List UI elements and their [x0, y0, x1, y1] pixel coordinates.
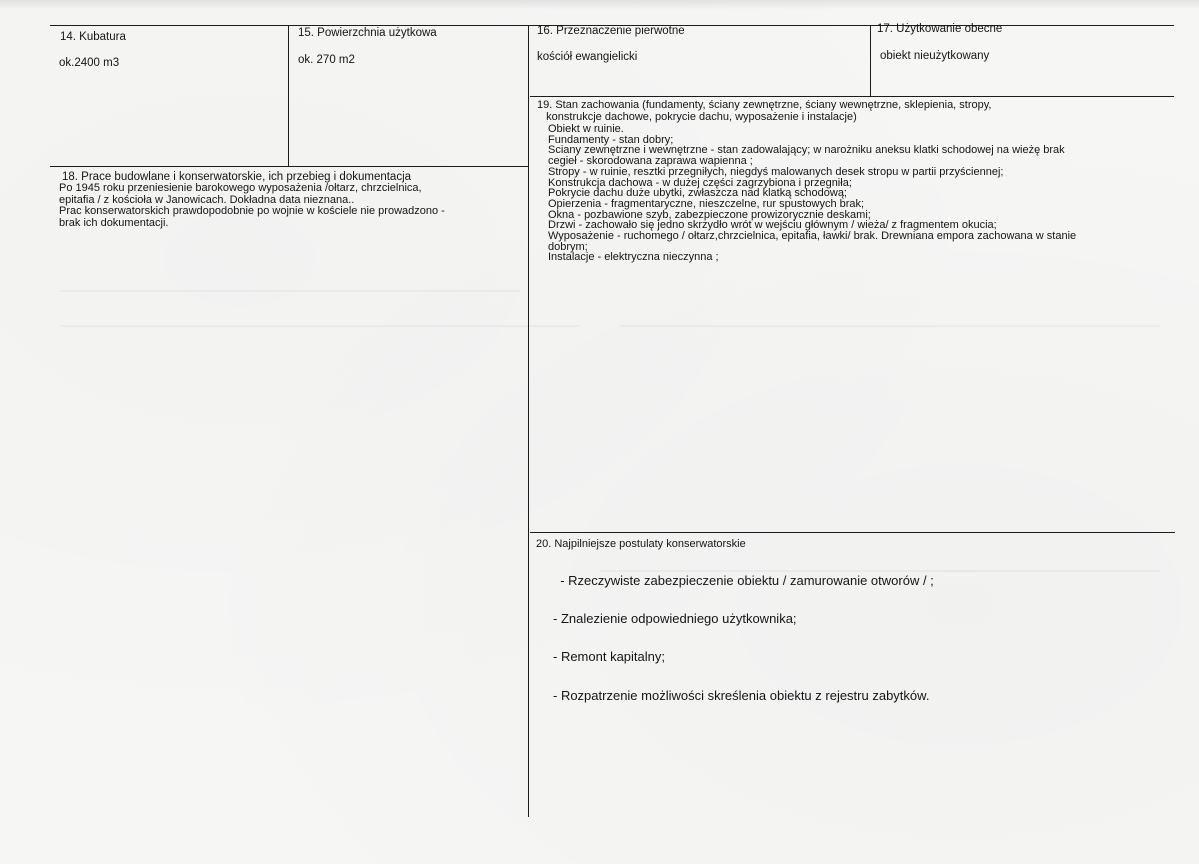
rule-above-19: [530, 96, 1174, 97]
field19-line: cegieł - skorodowana zaprawa wapienna ;: [548, 155, 753, 168]
field20-line: - Remont kapitalny;: [553, 649, 665, 665]
scan-top-shadow: [0, 0, 1199, 10]
field18-line: brak ich dokumentacji.: [59, 216, 169, 229]
ghost-mark: [620, 325, 1160, 327]
field14-value: ok.2400 m3: [59, 57, 120, 69]
field19-label: 19. Stan zachowania (fundamenty, ściany zewnętrzne, ściany wewnętrzne, sklepienia, stropy,: [537, 99, 992, 111]
field19-line: Konstrukcja dachowa - w dużej części zagrzybiona i przegniła;: [548, 176, 852, 189]
field19-label-continued: konstrukcje dachowe, pokrycie dachu, wyposażenie i instalacje): [537, 111, 857, 123]
field15-value: ok. 270 m2: [298, 54, 355, 66]
field19-line: dobrym;: [548, 240, 588, 253]
field18-label: 18. Prace budowlane i konserwatorskie, ich przebieg i dokumentacja: [62, 171, 412, 183]
field16-value: kościół ewangielicki: [537, 51, 638, 63]
field18-line: epitafia / z kościoła w Janowicach. Dokładna data nieznana..: [59, 193, 355, 206]
field18-line: Po 1945 roku przeniesienie barokowego wyposażenia /ołtarz, chrzcielnica,: [59, 182, 422, 194]
field18-line: Prac konserwatorskich prawdopodobnie po wojnie w kościele nie prowadzono -: [59, 205, 445, 217]
ghost-mark: [60, 325, 580, 327]
field17-value: obiekt nieużytkowany: [880, 50, 990, 62]
field19-line: Fundamenty - stan dobry;: [548, 133, 674, 146]
field19-line: Okna - pozbawione szyb, zabezpieczone prowizorycznie deskami;: [548, 208, 871, 221]
field17-label: 17. Użytkowanie obecne: [877, 23, 1003, 35]
field19-line: Pokrycie dachu duże ubytki, zwłaszcza nad klatką schodową;: [548, 187, 847, 200]
field19-line: Instalacje - elektryczna nieczynna ;: [548, 251, 719, 264]
field19-line: Drzwi - zachowało się jedno skrzydło wrót w wejściu głównym / wieża/ z fragmentem okucia;: [548, 219, 997, 232]
field20-line: - Rozpatrzenie możliwości skreślenia obiektu z rejestru zabytków.: [553, 687, 930, 703]
divider-14-15: [288, 25, 289, 166]
field15-label: 15. Powierzchnia użytkowa: [298, 27, 437, 39]
field19-line: Wyposażenie - ruchomego / ołtarz,chrzcielnica, epitafia, ławki/ brak. Drewniana empora zachowana w stanie: [548, 230, 1077, 243]
divider-16-17: [870, 25, 871, 97]
rule-above-18: [50, 166, 528, 167]
field14-label: 14. Kubatura: [60, 31, 126, 43]
rule-above-20: [530, 532, 1175, 533]
field19-body: [548, 124, 1076, 263]
field20-line: - Rzeczywiste zabezpieczenie obiektu / zamurowanie otworów / ;: [553, 573, 934, 588]
field16-label: 16. Przeznaczenie pierwotne: [537, 25, 685, 37]
field20-label: 20. Najpilniejsze postulaty konserwatorskie: [536, 538, 746, 550]
field19-line: Sciany zewnętrzne i wewnętrzne - stan zadowalający; w narożniku aneksu klatki schodowej na wieżę brak: [548, 144, 1065, 157]
main-vertical-divider: [528, 25, 529, 817]
field20-line: - Znalezienie odpowiedniego użytkownika;: [553, 611, 797, 627]
field19-line: Obiekt w ruinie.: [548, 123, 624, 135]
ghost-mark: [60, 290, 520, 292]
field18-body: [59, 183, 445, 229]
field19-line: Opierzenia - fragmentaryczne, nieszczelne, rur spustowych brak;: [548, 197, 865, 210]
field19-line: Stropy - w ruinie, resztki przegniłych, niegdyś malowanych desek stropu w partii przyściennej;: [548, 165, 1004, 178]
field20-body: [553, 549, 934, 728]
